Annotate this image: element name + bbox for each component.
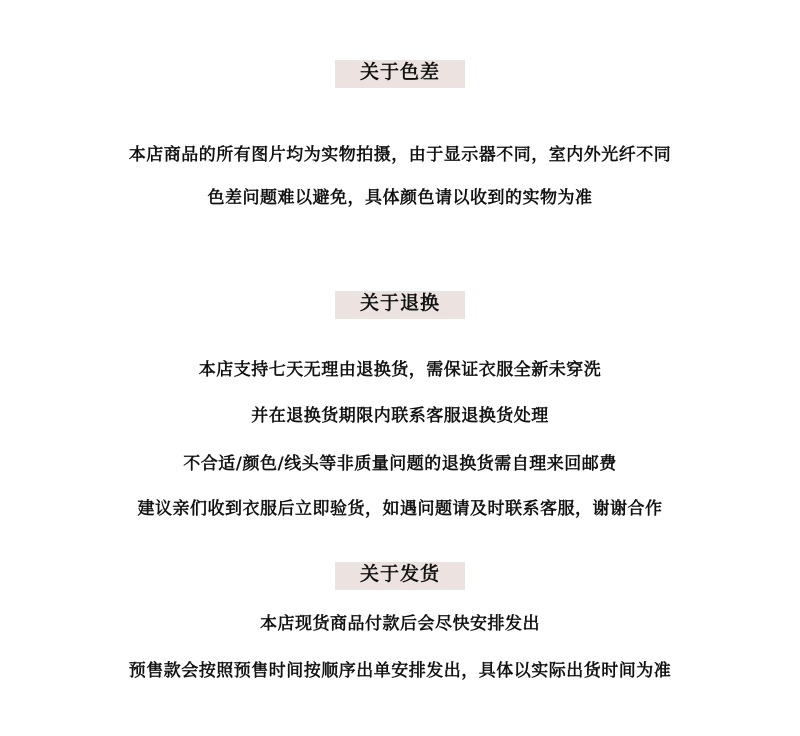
notice-line: 不合适/颜色/线头等非质量问题的退换货需自理来回邮费 <box>183 454 617 474</box>
notice-line: 本店商品的所有图片均为实物拍摄，由于显示器不同，室内外光纤不同 <box>128 145 672 165</box>
section-heading-returns <box>335 283 465 319</box>
section-title: 关于发货 <box>359 562 440 585</box>
notice-line: 预售款会按照预售时间按顺序出单安排发出，具体以实际出货时间为准 <box>128 661 672 681</box>
notice-line: 本店现货商品付款后会尽快安排发出 <box>260 614 540 634</box>
notice-line: 建议亲们收到衣服后立即验货，如遇问题请及时联系客服，谢谢合作 <box>137 499 663 519</box>
notice-line: 并在退换货期限内联系客服退换货处理 <box>251 406 549 426</box>
notice-line: 本店支持七天无理由退换货，需保证衣服全新未穿洗 <box>198 360 602 380</box>
section-title: 关于退换 <box>359 291 440 314</box>
section-heading-shipping <box>335 554 465 590</box>
section-heading-color-difference <box>335 52 465 88</box>
section-title: 关于色差 <box>359 60 440 83</box>
notice-line: 色差问题难以避免，具体颜色请以收到的实物为准 <box>207 188 593 208</box>
